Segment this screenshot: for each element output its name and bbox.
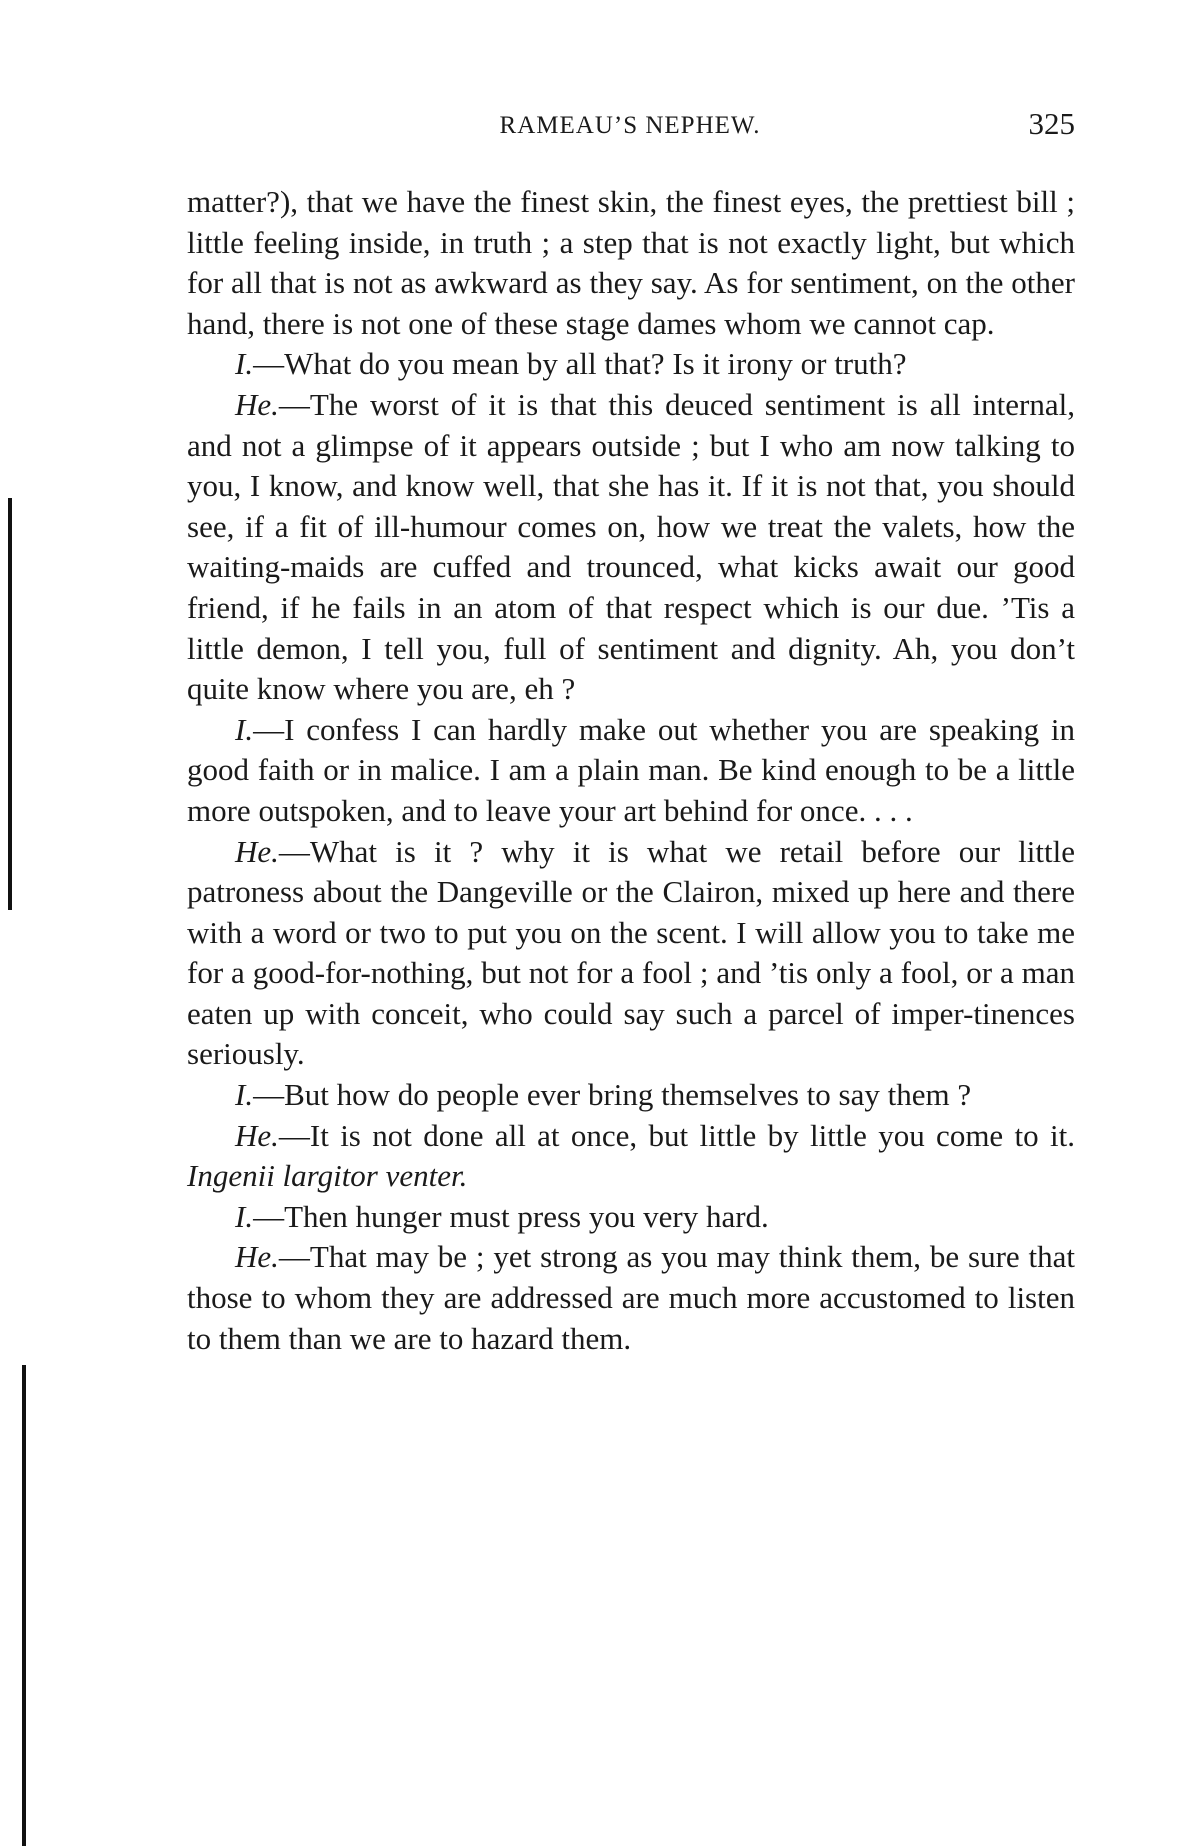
speaker-label: I.: [235, 346, 254, 382]
dialogue-paragraph: [187, 1116, 1075, 1197]
scan-margin-line-bottom: [22, 1365, 26, 1846]
paragraph-text: —Then hunger must press you very hard.: [253, 1198, 769, 1234]
dialogue-paragraph: [187, 1075, 1075, 1116]
speaker-label: He.: [235, 833, 279, 869]
speaker-label: He.: [235, 1117, 279, 1153]
dialogue-paragraph: [187, 1237, 1075, 1359]
speaker-label: I.: [235, 711, 254, 747]
scan-margin-line-top: [8, 498, 12, 910]
paragraph-text: —The worst of it is that this deuced sentiment is all internal, and not a glimpse of it appears outside ; but I who am now talking to you, I know, and know well, that she has it. If it is not that, you should see, if a fit of ill-humour comes on, how we treat the valets, how the waiting-maids are cuffed and trounced, what kicks await our good friend, if he fails in an atom of that respect which is our due. ’Tis a little demon, I tell you, full of sentiment and dignity. Ah, you don’t quite know where you are, eh ?: [187, 386, 1075, 707]
latin-quote: Ingenii largitor venter.: [187, 1158, 468, 1194]
dialogue-paragraph: [187, 344, 1075, 385]
running-title: RAMEAU’S NEPHEW.: [499, 112, 761, 139]
speaker-label: I.: [235, 1198, 254, 1234]
paragraph-text: —I confess I can hardly make out whether you are speaking in good faith or in malice. I am a plain man. Be kind enough to be a little more outspoken, and to leave your art behind for once. . . .: [187, 711, 1075, 828]
paragraph-text: —It is not done all at once, but little by little you come to it.: [278, 1117, 1075, 1153]
dialogue-paragraph: [187, 710, 1075, 832]
dialogue-paragraph: [187, 1197, 1075, 1238]
paragraph-continuation: [187, 182, 1075, 344]
paragraph-text: matter?), that we have the finest skin, the finest eyes, the prettiest bill ; little feeling inside, in truth ; a step that is not exactly light, but which for all that is not as awkward as they say. As for sentiment, on the other hand, there is not one of these stage dames whom we cannot cap.: [187, 184, 1075, 341]
page-header: [185, 100, 1075, 150]
page-number: 325: [1028, 106, 1075, 141]
dialogue-paragraph: [187, 832, 1075, 1076]
paragraph-text: —That may be ; yet strong as you may think them, be sure that those to whom they are addressed are much more accustomed to listen to them than we are to hazard them.: [187, 1239, 1075, 1356]
speaker-label: He.: [235, 386, 279, 422]
paragraph-text: —What do you mean by all that? Is it irony or truth?: [253, 346, 907, 382]
paragraph-text: —What is it ? why it is what we retail before our little patroness about the Dangeville or the Clairon, mixed up here and there with a word or two to put you on the scent. I will allow you to take me for a good-for-nothing, but not for a fool ; and ’tis only a fool, or a man eaten up with conceit, who could say such a parcel of imper-tinences seriously.: [187, 833, 1075, 1072]
body-text: [187, 182, 1075, 1359]
speaker-label: He.: [235, 1239, 279, 1275]
speaker-label: I.: [235, 1077, 254, 1113]
dialogue-paragraph: [187, 385, 1075, 710]
paragraph-text: —But how do people ever bring themselves to say them ?: [253, 1077, 972, 1113]
